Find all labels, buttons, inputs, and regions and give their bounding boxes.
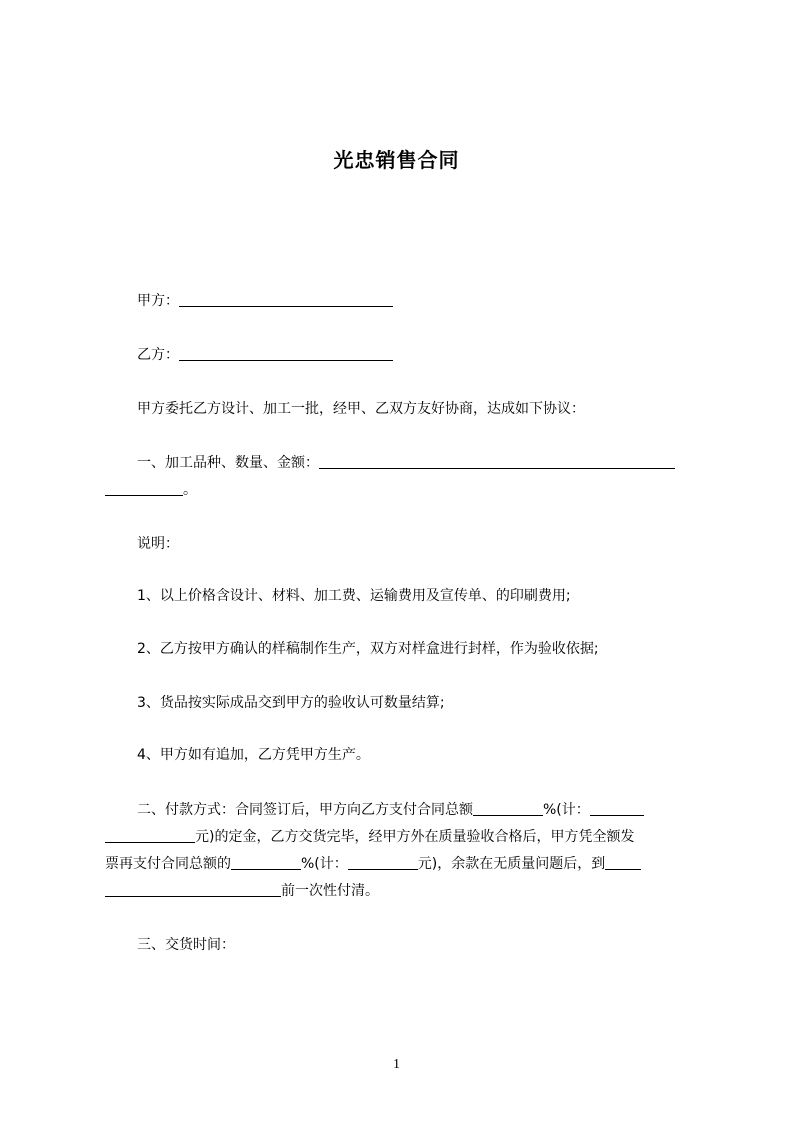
section2-text-6: 元)，余款在无质量问题后，到 <box>417 856 606 872</box>
section2-line-1 <box>137 801 644 819</box>
party-b-line <box>137 346 393 364</box>
section2-text-3: 元)的定金，乙方交货完毕，经甲方外在质量验收合格后，甲方凭全额发 <box>195 829 635 845</box>
party-a-label: 甲方： <box>137 293 179 309</box>
party-b-blank[interactable] <box>179 346 393 361</box>
second-percent-blank[interactable] <box>231 855 301 870</box>
section2-line-4 <box>105 882 379 900</box>
document-title: 光忠销售合同 <box>333 148 460 172</box>
balance-date-blank-2[interactable] <box>105 882 281 897</box>
section1-blank-2[interactable] <box>105 481 183 496</box>
section1-end: 。 <box>183 482 197 498</box>
section1-line <box>137 454 675 472</box>
note-item-2: 2、乙方按甲方确认的样稿制作生产，双方对样盒进行封样，作为验收依据; <box>137 641 599 657</box>
section2-text-4: 票再支付合同总额的 <box>105 856 231 872</box>
section1-label: 一、加工品种、数量、金额： <box>137 455 319 471</box>
section3-heading: 三、交货时间： <box>137 937 235 953</box>
section2-line-2 <box>105 828 634 846</box>
section1-line-2 <box>105 481 197 499</box>
section2-line-3 <box>105 855 641 873</box>
deposit-percent-blank[interactable] <box>473 801 543 816</box>
note-item-3: 3、货品按实际成品交到甲方的验收认可数量结算; <box>137 695 445 711</box>
page-number: 1 <box>393 1057 400 1072</box>
balance-date-blank[interactable] <box>605 855 641 870</box>
party-a-line <box>137 292 393 310</box>
section2-text-2: %(计： <box>543 802 590 818</box>
notes-heading: 说明： <box>137 536 179 552</box>
second-amount-blank[interactable] <box>348 855 418 870</box>
deposit-amount-blank[interactable] <box>590 801 644 816</box>
section2-text-1: 二、付款方式：合同签订后，甲方向乙方支付合同总额 <box>137 802 473 818</box>
section2-text-7: 前一次性付清。 <box>281 883 379 899</box>
section2-text-5: %(计： <box>301 856 348 872</box>
note-item-4: 4、甲方如有追加，乙方凭甲方生产。 <box>137 747 370 763</box>
section1-blank[interactable] <box>319 454 675 469</box>
deposit-amount-blank-2[interactable] <box>105 828 195 843</box>
party-a-blank[interactable] <box>179 292 393 307</box>
party-b-label: 乙方： <box>137 347 179 363</box>
intro-paragraph: 甲方委托乙方设计、加工一批，经甲、乙双方友好协商，达成如下协议： <box>137 401 585 417</box>
note-item-1: 1、以上价格含设计、材料、加工费、运输费用及宣传单、的印刷费用; <box>137 588 571 604</box>
